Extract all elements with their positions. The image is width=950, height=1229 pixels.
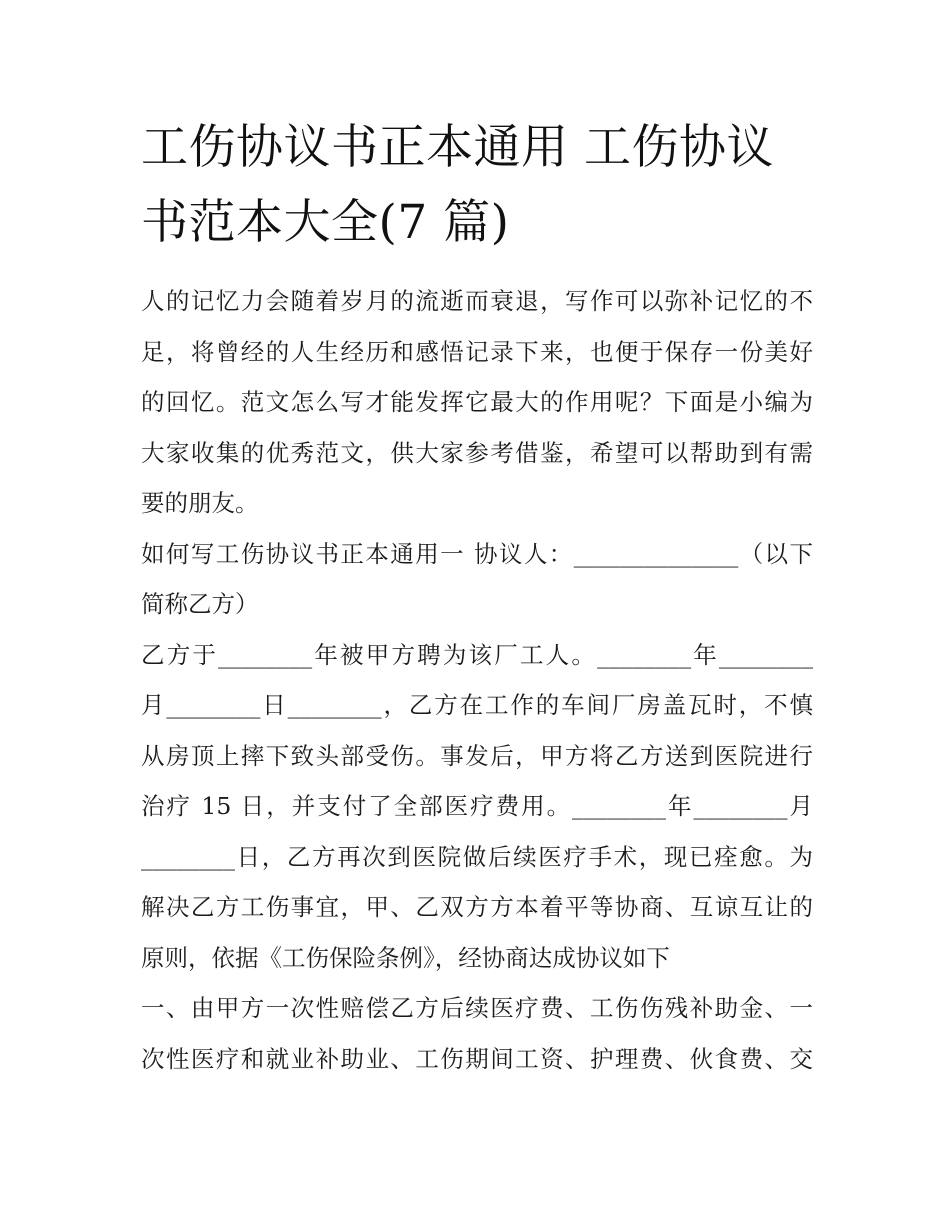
document-content [141, 110, 813, 1084]
text-line: 简称乙方） [141, 590, 259, 618]
text-line: 足，将曾经的人生经历和感悟记录下来，也便于保存一份美好 [141, 337, 813, 366]
text-line: 乙方于________年被甲方聘为该厂工人。________年________ [141, 640, 813, 669]
text-line: 治疗 15 日，并支付了全部医疗费用。________年________月 [141, 792, 813, 820]
intro-paragraph [141, 276, 813, 529]
text-line: 要的朋友。 [141, 489, 259, 517]
document-body [141, 276, 813, 1084]
document-title [141, 110, 813, 260]
text-line: 大家收集的优秀范文，供大家参考借鉴，希望可以帮助到有需 [141, 438, 813, 467]
text-line: 的回忆。范文怎么写才能发挥它最大的作用呢？下面是小编为 [141, 388, 813, 416]
text-line: 从房顶上摔下致头部受伤。事发后，甲方将乙方送到医院进行 [141, 741, 813, 770]
text-line: 次性医疗和就业补助业、工伤期间工资、护理费、伙食费、交 [141, 1044, 813, 1073]
text-line: 人的记忆力会随着岁月的流逝而衰退，写作可以弥补记忆的不 [141, 287, 813, 315]
text-line: 月________日________，乙方在工作的车间厂房盖瓦时，不慎 [141, 691, 813, 719]
incident-paragraph [141, 630, 813, 984]
title-line: 工伤协议书正本通用 工伤协议 [141, 120, 774, 175]
text-line: ________日，乙方再次到医院做后续医疗手术，现已痊愈。为 [141, 842, 813, 871]
text-line: 一、由甲方一次性赔偿乙方后续医疗费、工伤伤残补助金、一 [141, 994, 813, 1022]
text-line: 解决乙方工伤事宜，甲、乙双方方本着平等协商、互谅互让的 [141, 893, 813, 921]
clause-one-paragraph [141, 983, 813, 1084]
text-line: 如何写工伤协议书正本通用一 协议人：______________（以下 [141, 539, 813, 568]
agreement-party-paragraph [141, 529, 813, 630]
text-line: 原则，依据《工伤保险条例》，经协商达成协议如下 [141, 943, 670, 972]
title-line: 书范本大全(7 篇) [141, 195, 510, 250]
